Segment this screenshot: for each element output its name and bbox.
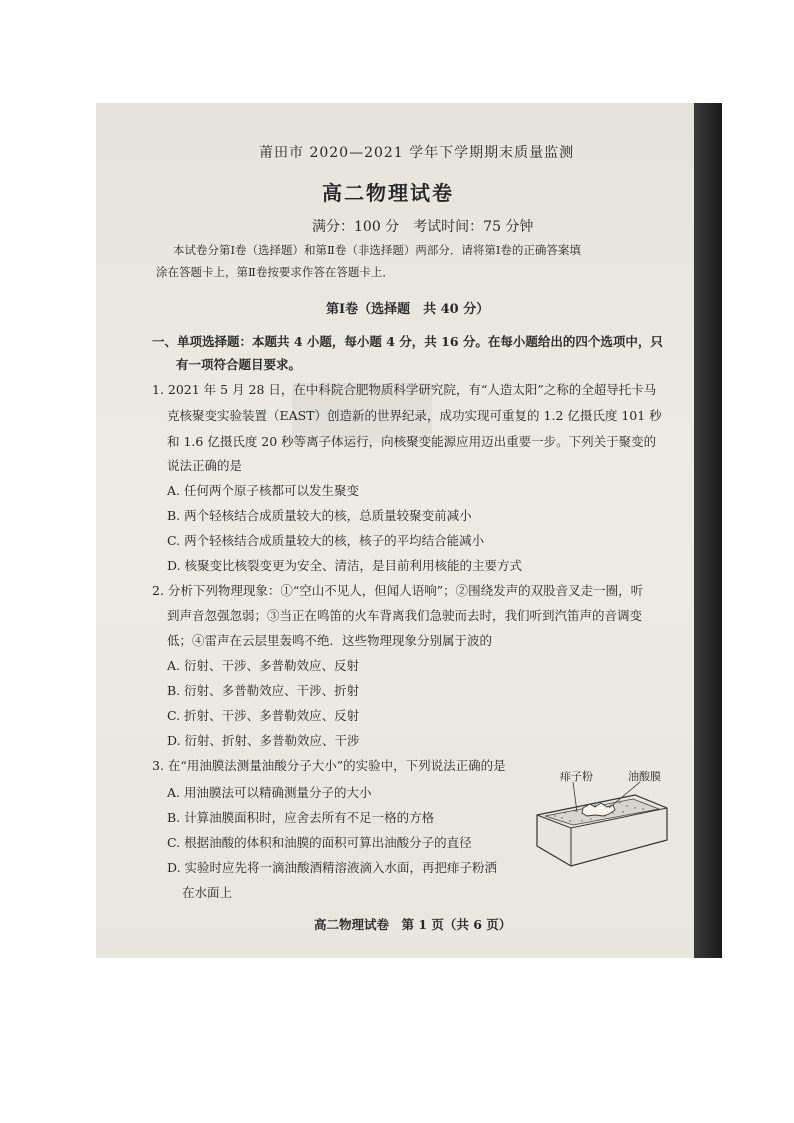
q3-option-c: C. 根据油酸的体积和油膜的面积可算出油酸分子的直径 xyxy=(167,835,472,850)
section-title: 第Ⅰ卷（选择题 共 40 分） xyxy=(326,302,490,317)
q1-option-c: C. 两个轻核结合成质量较大的核，核子的平均结合能减小 xyxy=(167,533,485,548)
q2-line-2: 到声音忽强忽弱；③当正在鸣笛的火车背离我们急驶而去时，我们听到汽笛声的音调变 xyxy=(167,608,643,623)
q1-option-a: A. 任何两个原子核都可以发生聚变 xyxy=(167,483,359,498)
q3-line-1: 3. 在“用油膜法测量油酸分子大小”的实验中，下列说法正确的是 xyxy=(152,758,506,773)
page-footer: 高二物理试卷 第 1 页（共 6 页） xyxy=(314,917,512,932)
q2-line-1: 2. 分析下列物理现象：①“空山不见人，但闻人语响”；②围绕发声的双股音叉走一圈，听 xyxy=(152,583,644,598)
photo-dark-edge xyxy=(694,103,722,958)
q1-line-1: 1. 2021 年 5 月 28 日，在中科院合肥物质科学研究院，有“人造太阳”之称的全超导托卡马 xyxy=(152,382,657,397)
q1-line-3: 和 1.6 亿摄氏度 20 秒等离子体运行，向核聚变能源应用迈出重要一步。下列关于聚变的 xyxy=(167,434,657,449)
oil-film-tray-figure xyxy=(535,768,675,878)
instructions-line-1: 本试卷分第Ⅰ卷（选择题）和第Ⅱ卷（非选择题）两部分．请将第Ⅰ卷的正确答案填 xyxy=(173,243,581,257)
score-time: 满分：100 分 考试时间：75 分钟 xyxy=(312,219,534,235)
q3-option-a: A. 用油膜法可以精确测量分子的大小 xyxy=(167,785,372,800)
q2-option-a: A. 衍射、干涉、多普勒效应、反射 xyxy=(167,658,359,673)
page-title: 高二物理试卷 xyxy=(322,181,454,205)
q2-option-b: B. 衍射、多普勒效应、干涉、折射 xyxy=(167,683,360,698)
q2-option-d: D. 衍射、折射、多普勒效应、干涉 xyxy=(167,733,360,748)
figure-label-powder: 痱子粉 xyxy=(560,770,593,783)
q2-line-3: 低；④雷声在云层里轰鸣不绝．这些物理现象分别属于波的 xyxy=(167,633,493,648)
q2-option-c: C. 折射、干涉、多普勒效应、反射 xyxy=(167,708,360,723)
instructions-line-2: 涂在答题卡上，第Ⅱ卷按要求作答在答题卡上． xyxy=(156,265,394,279)
q1-line-4: 说法正确的是 xyxy=(167,458,243,473)
q1-option-b: B. 两个轻核结合成质量较大的核，总质量较聚变前减小 xyxy=(167,508,472,523)
part-title-line-1: 一、单项选择题：本题共 4 小题，每小题 4 分，共 16 分。在每小题给出的四个选项中，只 xyxy=(152,334,663,349)
figure-label-oil-film: 油酸膜 xyxy=(628,770,661,783)
part-title-line-2: 有一项符合题目要求。 xyxy=(176,357,302,372)
q3-option-d-line-1: D. 实验时应先将一滴油酸酒精溶液滴入水面，再把痱子粉洒 xyxy=(167,860,498,875)
q3-option-d-line-2: 在水面上 xyxy=(182,885,233,900)
exam-name: 莆田市 2020—2021 学年下学期期末质量监测 xyxy=(259,145,575,161)
tray-drawing xyxy=(535,768,675,878)
q1-line-2: 克核聚变实验装置（EAST）创造新的世界纪录，成功实现可重复的 1.2 亿摄氏度 101 秒 xyxy=(167,408,662,423)
q1-option-d: D. 核聚变比核裂变更为安全、清洁，是目前利用核能的主要方式 xyxy=(167,558,523,573)
q3-option-b: B. 计算油膜面积时，应舍去所有不足一格的方格 xyxy=(167,810,435,825)
